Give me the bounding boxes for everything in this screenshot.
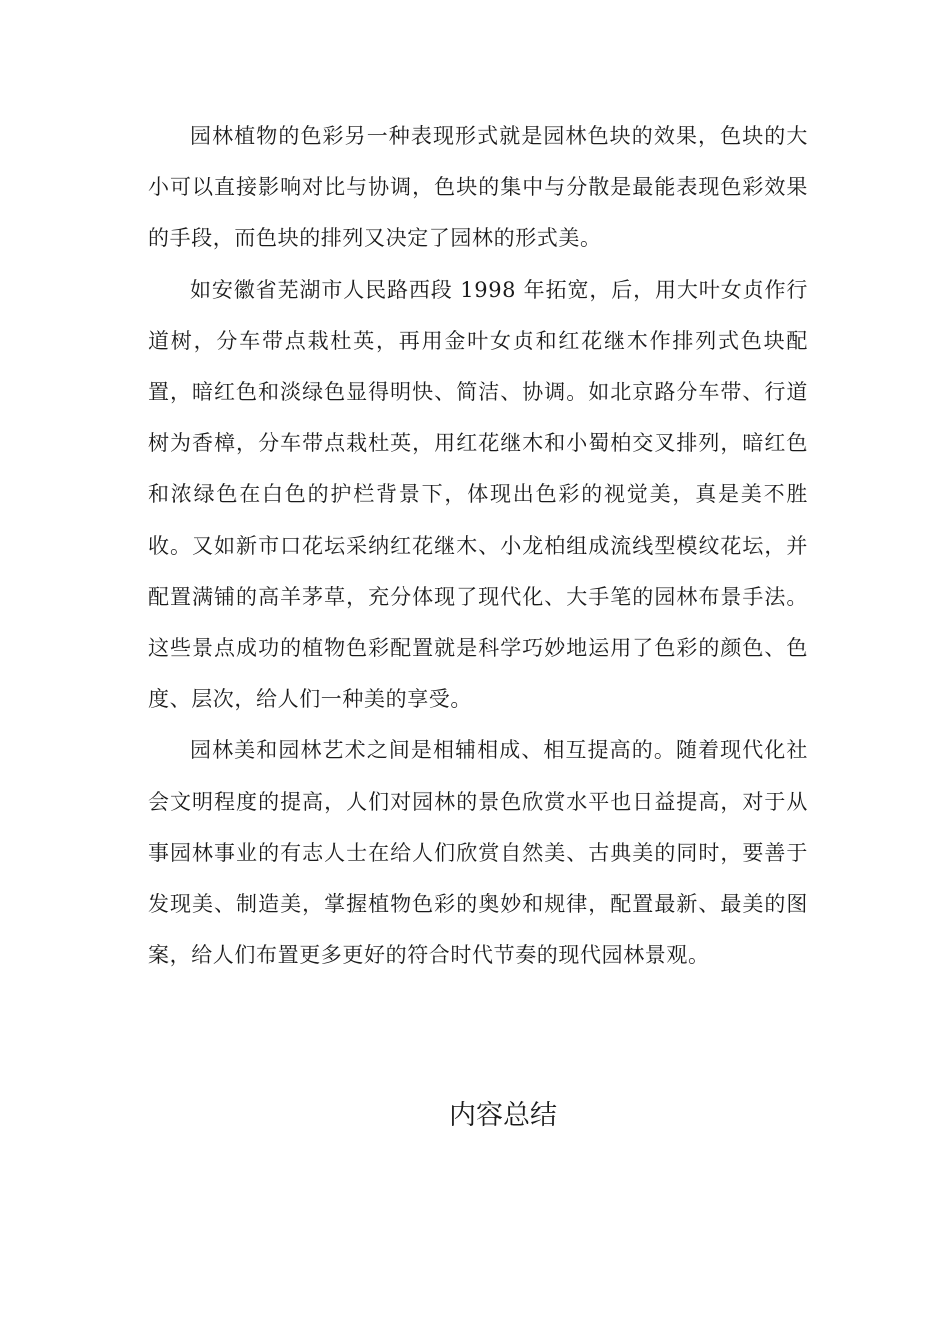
section-heading: 内容总结 [449,1100,557,1131]
paragraph-wuhu-examples: 如安徽省芜湖市人民路西段 1998 年拓宽，后，用大叶女贞作行道树，分车带点栽杜英，再用金叶女贞和红花继木作排列式色块配置，暗红色和淡绿色显得明快、简洁、协调。如北京路分车带、行道树为香樟，分车带点栽杜英，用红花继木和小蜀柏交叉排列，暗红色和浓绿色在白色的护栏背景下，体现出色彩的视觉美，真是美不胜收。又如新市口花坛采纳红花继木、小龙柏组成流线型模纹花坛，并配置满铺的高羊茅草，充分体现了现代化、大手笔的园林布景手法。这些景点成功的植物色彩配置就是科学巧妙地运用了色彩的颜色、色度、层次，给人们一种美的享受。 [148,277,808,712]
body-text [148,111,808,981]
paragraph-garden-art: 园林美和园林艺术之间是相辅相成、相互提高的。随着现代化社会文明程度的提高，人们对园林的景色欣赏水平也日益提高，对于从事园林事业的有志人士在给人们欣赏自然美、古典美的同时，要善于发现美、制造美，掌握植物色彩的奥妙和规律，配置最新、最美的图案，给人们布置更多更好的符合时代节奏的现代园林景观。 [148,738,808,968]
paragraph-color-blocks: 园林植物的色彩另一种表现形式就是园林色块的效果，色块的大小可以直接影响对比与协调，色块的集中与分散是最能表现色彩效果的手段，而色块的排列又决定了园林的形式美。 [148,124,808,251]
